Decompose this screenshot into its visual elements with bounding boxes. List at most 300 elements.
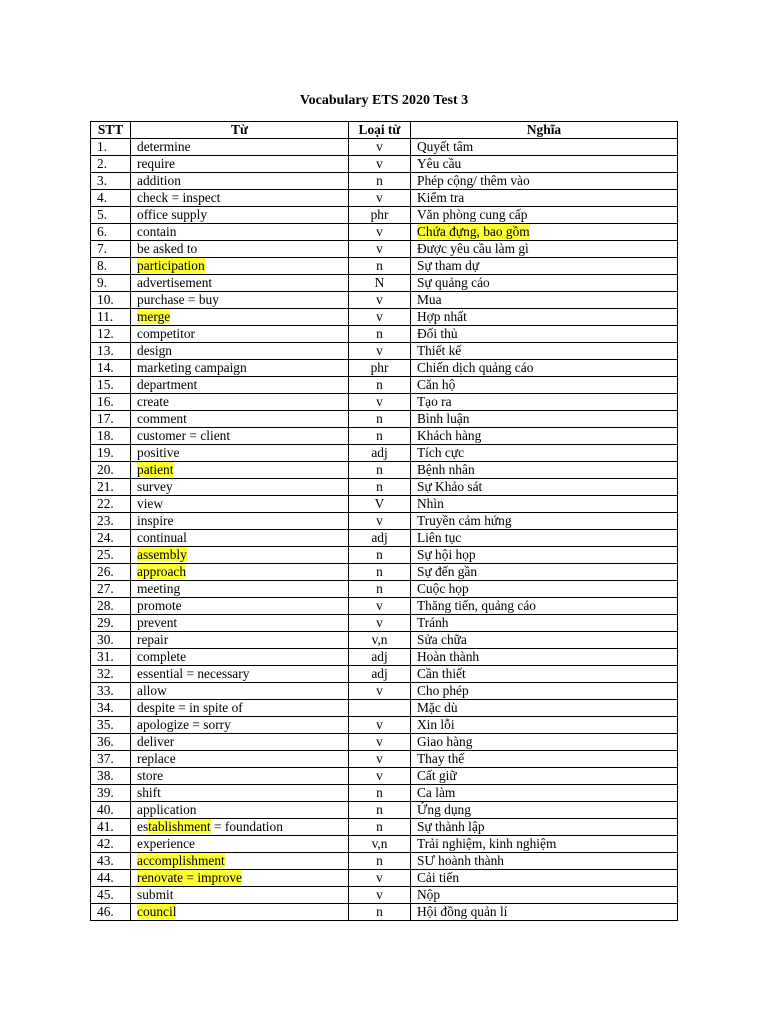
table-row [91,819,678,836]
meaning-text: Được yêu cầu làm gì [417,241,529,256]
document-title: Vocabulary ETS 2020 Test 3 [299,93,469,108]
word-type: n [349,462,411,479]
row-number: 36. [91,734,131,751]
word-type: n [349,173,411,190]
word-text: view [137,496,164,511]
vocabulary-table [90,121,678,921]
word-type: n [349,547,411,564]
word-cell [131,360,349,377]
table-row [91,717,678,734]
word-type: n [349,564,411,581]
word-text: despite = in spite of [137,700,243,715]
word-text: complete [137,649,187,664]
meaning-cell [411,479,678,496]
meaning-text: Truyền cảm hứng [417,513,512,528]
meaning-cell [411,292,678,309]
word-type: v [349,615,411,632]
row-number: 23. [91,513,131,530]
meaning-text: Cải tiến [417,870,460,885]
meaning-cell [411,377,678,394]
row-number: 43. [91,853,131,870]
row-number: 42. [91,836,131,853]
word-cell [131,615,349,632]
table-row [91,139,678,156]
table-row [91,904,678,921]
meaning-cell [411,734,678,751]
word-cell [131,649,349,666]
row-number: 34. [91,700,131,717]
meaning-cell [411,870,678,887]
word-type: v [349,292,411,309]
table-row [91,632,678,649]
table-row [91,156,678,173]
meaning-text: Sự tham dự [417,258,480,273]
meaning-cell [411,649,678,666]
table-row [91,598,678,615]
word-cell [131,292,349,309]
row-number: 15. [91,377,131,394]
word-text: application [137,802,197,817]
word-cell [131,802,349,819]
row-number: 16. [91,394,131,411]
word-text: positive [137,445,180,460]
meaning-text: Phép cộng/ thêm vào [417,173,530,188]
word-cell [131,394,349,411]
word-type: v [349,598,411,615]
meaning-cell [411,462,678,479]
row-number: 31. [91,649,131,666]
word-type: v [349,156,411,173]
word-type: adj [349,530,411,547]
meaning-text: Hội đồng quản lí [417,904,508,919]
word-cell [131,853,349,870]
row-number: 41. [91,819,131,836]
word-type: n [349,785,411,802]
table-row [91,870,678,887]
meaning-text: Sự thành lập [417,819,485,834]
meaning-text: Quyết tâm [417,139,474,154]
word-text: apologize = sorry [137,717,231,732]
meaning-text: Nộp [417,887,441,902]
row-number: 1. [91,139,131,156]
highlighted-text: assembly [137,547,187,562]
row-number: 6. [91,224,131,241]
table-row [91,224,678,241]
word-cell [131,751,349,768]
word-cell [131,156,349,173]
word-cell [131,326,349,343]
word-cell [131,190,349,207]
word-type [349,700,411,717]
highlighted-text: tablishment [148,819,211,834]
meaning-text: Sự đến gần [417,564,478,579]
meaning-text: Sửa chữa [417,632,467,647]
table-row [91,785,678,802]
table-row [91,513,678,530]
word-text: competitor [137,326,196,341]
row-number: 29. [91,615,131,632]
word-cell [131,819,349,836]
meaning-text: Sự Khảo sát [417,479,483,494]
word-text: addition [137,173,181,188]
word-cell [131,377,349,394]
meaning-cell [411,241,678,258]
word-cell [131,479,349,496]
meaning-text: Bình luận [417,411,470,426]
table-row [91,462,678,479]
word-type: n [349,819,411,836]
meaning-text: Nhìn [417,496,444,511]
row-number: 8. [91,258,131,275]
meaning-cell [411,904,678,921]
word-cell [131,530,349,547]
meaning-text: Cuộc họp [417,581,469,596]
table-row [91,479,678,496]
highlighted-text: approach [137,564,187,579]
word-text: deliver [137,734,175,749]
word-cell [131,887,349,904]
word-cell [131,513,349,530]
word-cell [131,564,349,581]
word-cell [131,496,349,513]
table-header-row [91,122,678,139]
meaning-cell [411,751,678,768]
table-row [91,275,678,292]
word-text: create [137,394,169,409]
row-number: 10. [91,292,131,309]
word-type: v [349,190,411,207]
table-row [91,530,678,547]
table-row [91,887,678,904]
meaning-text: Xin lỗi [417,717,455,732]
meaning-cell [411,275,678,292]
row-number: 22. [91,496,131,513]
word-text: purchase = buy [137,292,219,307]
meaning-cell [411,768,678,785]
word-cell [131,462,349,479]
meaning-text: Ca làm [417,785,456,800]
table-row [91,836,678,853]
table-row [91,751,678,768]
meaning-cell [411,887,678,904]
word-type: adj [349,445,411,462]
row-number: 4. [91,190,131,207]
word-type: v [349,734,411,751]
table-row [91,581,678,598]
meaning-text: Hợp nhất [417,309,467,324]
word-text: replace [137,751,176,766]
row-number: 33. [91,683,131,700]
row-number: 2. [91,156,131,173]
row-number: 37. [91,751,131,768]
table-row [91,768,678,785]
row-number: 27. [91,581,131,598]
word-type: v [349,870,411,887]
table-row [91,649,678,666]
word-cell [131,700,349,717]
word-cell [131,241,349,258]
word-type: v [349,343,411,360]
meaning-cell [411,224,678,241]
word-text: contain [137,224,177,239]
meaning-cell [411,173,678,190]
word-text: es [137,819,149,834]
word-type: v [349,887,411,904]
word-text: customer = client [137,428,231,443]
word-type: n [349,428,411,445]
word-type: N [349,275,411,292]
table-body [91,139,678,921]
table-row [91,360,678,377]
meaning-cell [411,394,678,411]
word-cell [131,768,349,785]
meaning-cell [411,683,678,700]
word-type: n [349,904,411,921]
row-number: 32. [91,666,131,683]
meaning-cell [411,326,678,343]
word-cell [131,411,349,428]
word-type: v [349,751,411,768]
header-type: Loại từ [349,122,411,139]
table-row [91,343,678,360]
header-word: Từ [131,122,349,139]
word-text: advertisement [137,275,213,290]
row-number: 21. [91,479,131,496]
row-number: 14. [91,360,131,377]
word-type: n [349,258,411,275]
highlighted-text: accomplishment [137,853,225,868]
row-number: 3. [91,173,131,190]
row-number: 45. [91,887,131,904]
word-text: marketing campaign [137,360,247,375]
row-number: 5. [91,207,131,224]
meaning-text: Hoàn thành [417,649,480,664]
word-type: v [349,241,411,258]
row-number: 26. [91,564,131,581]
table-row [91,547,678,564]
word-cell [131,309,349,326]
meaning-text: Sự quảng cáo [417,275,490,290]
word-cell [131,428,349,445]
row-number: 28. [91,598,131,615]
word-type: n [349,581,411,598]
word-text: essential = necessary [137,666,250,681]
highlighted-text: Chứa đựng, bao gồm [417,224,530,239]
table-row [91,700,678,717]
meaning-cell [411,853,678,870]
row-number: 18. [91,428,131,445]
row-number: 39. [91,785,131,802]
table-row [91,309,678,326]
meaning-cell [411,496,678,513]
meaning-cell [411,836,678,853]
word-type: v,n [349,836,411,853]
meaning-text: Thay thế [417,751,465,766]
word-text: submit [137,887,174,902]
word-cell [131,717,349,734]
word-text: inspire [137,513,174,528]
highlighted-text: patient [137,462,174,477]
meaning-text: Trải nghiệm, kinh nghiệm [417,836,557,851]
meaning-cell [411,207,678,224]
word-cell [131,275,349,292]
meaning-cell [411,411,678,428]
word-text: experience [137,836,195,851]
word-cell [131,785,349,802]
row-number: 38. [91,768,131,785]
meaning-cell [411,632,678,649]
meaning-cell [411,139,678,156]
word-text: promote [137,598,182,613]
table-row [91,802,678,819]
meaning-cell [411,428,678,445]
row-number: 44. [91,870,131,887]
meaning-text: Sự hội họp [417,547,476,562]
word-type: phr [349,360,411,377]
word-cell [131,445,349,462]
meaning-text: Tạo ra [417,394,452,409]
word-cell [131,734,349,751]
word-text: comment [137,411,187,426]
word-cell [131,581,349,598]
word-text: check = inspect [137,190,221,205]
row-number: 25. [91,547,131,564]
word-cell [131,343,349,360]
meaning-text: Tích cực [417,445,465,460]
word-type: adj [349,666,411,683]
table-row [91,666,678,683]
word-cell [131,870,349,887]
table-row [91,326,678,343]
meaning-cell [411,309,678,326]
meaning-text: Cần thiết [417,666,466,681]
word-text: design [137,343,172,358]
meaning-text: Liên tục [417,530,462,545]
row-number: 46. [91,904,131,921]
meaning-cell [411,190,678,207]
word-text: allow [137,683,167,698]
meaning-text: Căn hộ [417,377,456,392]
table-row [91,258,678,275]
word-type: v [349,394,411,411]
word-type: n [349,853,411,870]
word-text: repair [137,632,169,647]
header-meaning: Nghĩa [411,122,678,139]
highlighted-text: participation [137,258,205,273]
word-cell [131,224,349,241]
word-cell [131,547,349,564]
word-cell [131,598,349,615]
meaning-text: Giao hàng [417,734,473,749]
word-type: adj [349,649,411,666]
row-number: 12. [91,326,131,343]
word-type: v [349,309,411,326]
highlighted-text: renovate = improve [137,870,242,885]
table-row [91,190,678,207]
word-cell [131,173,349,190]
row-number: 20. [91,462,131,479]
word-text: shift [137,785,161,800]
word-type: V [349,496,411,513]
row-number: 17. [91,411,131,428]
word-text: survey [137,479,173,494]
row-number: 11. [91,309,131,326]
meaning-cell [411,513,678,530]
row-number: 24. [91,530,131,547]
meaning-cell [411,598,678,615]
word-text: continual [137,530,187,545]
row-number: 7. [91,241,131,258]
word-text: meeting [137,581,181,596]
word-text: require [137,156,175,171]
meaning-cell [411,343,678,360]
row-number: 40. [91,802,131,819]
meaning-cell [411,666,678,683]
meaning-text: Yêu cầu [417,156,462,171]
word-type: v [349,513,411,530]
word-text: = foundation [210,819,283,834]
word-text: be asked to [137,241,198,256]
word-type: n [349,411,411,428]
word-type: v [349,224,411,241]
table-row [91,734,678,751]
meaning-text: Chiến dịch quảng cáo [417,360,534,375]
meaning-text: Tránh [417,615,449,630]
word-cell [131,836,349,853]
word-text: office supply [137,207,208,222]
word-type: n [349,326,411,343]
meaning-text: Thiết kế [417,343,462,358]
meaning-cell [411,360,678,377]
word-type: n [349,377,411,394]
table-row [91,173,678,190]
table-row [91,241,678,258]
word-cell [131,139,349,156]
row-number: 30. [91,632,131,649]
meaning-text: Mặc dù [417,700,458,715]
word-cell [131,904,349,921]
meaning-cell [411,156,678,173]
meaning-cell [411,445,678,462]
meaning-cell [411,785,678,802]
word-cell [131,632,349,649]
word-text: determine [137,139,191,154]
word-type: v [349,768,411,785]
header-stt: STT [91,122,131,139]
word-cell [131,207,349,224]
meaning-text: Bệnh nhân [417,462,475,477]
meaning-cell [411,258,678,275]
word-type: phr [349,207,411,224]
word-type: v [349,717,411,734]
table-row [91,428,678,445]
word-type: n [349,479,411,496]
meaning-text: Cho phép [417,683,469,698]
word-text: store [137,768,164,783]
table-row [91,445,678,462]
row-number: 35. [91,717,131,734]
meaning-cell [411,717,678,734]
table-row [91,207,678,224]
meaning-cell [411,547,678,564]
meaning-cell [411,530,678,547]
table-row [91,615,678,632]
table-row [91,564,678,581]
highlighted-text: merge [137,309,171,324]
meaning-cell [411,615,678,632]
meaning-text: Văn phòng cung cấp [417,207,528,222]
word-text: prevent [137,615,178,630]
